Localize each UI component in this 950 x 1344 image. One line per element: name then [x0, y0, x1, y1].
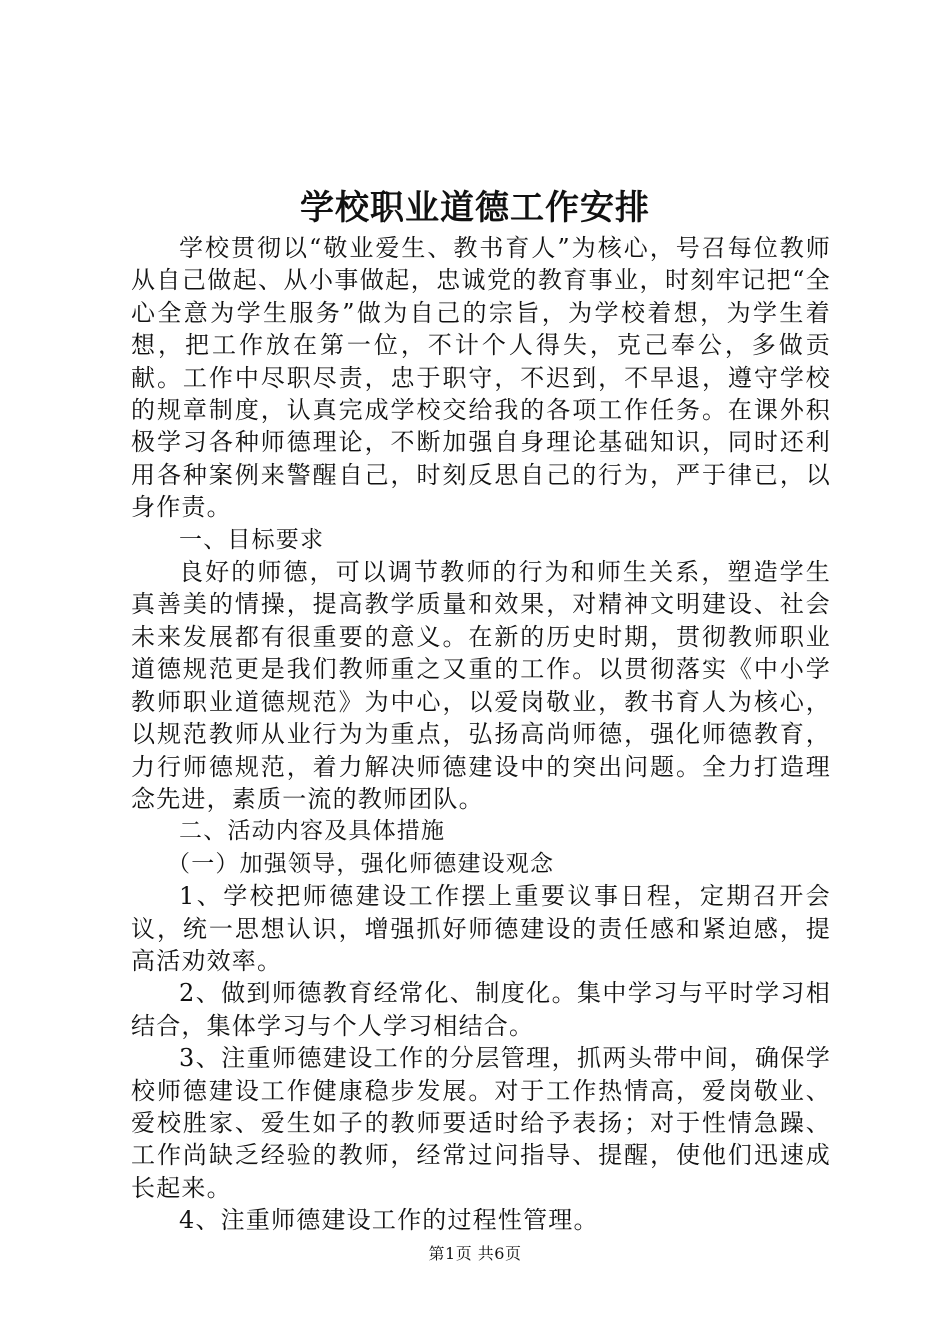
document-body: [131, 232, 831, 1237]
section-heading-activities: 二、活动内容及具体措施: [179, 818, 446, 845]
document-title: 学校职业道德工作安排: [300, 188, 650, 228]
section-heading-goals: 一、目标要求: [179, 526, 325, 553]
goals-paragraph: 良好的师德，可以调节教师的行为和师生关系，塑造学生真善美的情操，提高教学质量和效果，对精神文明建设、社会未来发展都有很重要的意义。在新的历史时期，贯彻教师职业道德规范更是我们教师重之又重的工作。以贯彻落实《中小学教师职业道德规范》为中心，以爱岗敬业，教书育人为核心，以规范教师从业行为为重点，弘扬高尚师德，强化师德教育，力行师德规范，着力解决师德建设中的突出问题。全力打造理念先进，素质一流的教师团队。: [131, 558, 831, 813]
list-item-1: 1、学校把师德建设工作摆上重要议事日程，定期召开会议，统一思想认识，增强抓好师德建设的责任感和紧迫感，提高活劝效率。: [131, 882, 831, 975]
list-item-4: 4、注重师德建设工作的过程性管理。: [179, 1206, 599, 1235]
subsection-heading-leadership: （一）加强领导，强化师德建设观念: [167, 850, 555, 877]
page-footer: 第1页 共6页: [428, 1244, 522, 1263]
list-item-2: 2、做到师德教育经常化、制度化。集中学习与平时学习相结合，集体学习与个人学习相结合。: [131, 979, 831, 1040]
intro-paragraph: 学校贯彻以“敬业爱生、教书育人”为核心，号召每位教师从自己做起、从小事做起，忠诚党的教育事业，时刻牢记把“全心全意为学生服务”做为自己的宗旨，为学校着想，为学生着想，把工作放在第一位，不计个人得失，克己奉公，多做贡献。工作中尽职尽责，忠于职守，不迟到，不早退，遵守学校的规章制度，认真完成学校交给我的各项工作任务。在课外积极学习各种师德理论，不断加强自身理论基础知识，同时还利用各种案例来警醒自己，时刻反思自己的行为，严于律已，以身作责。: [131, 234, 831, 522]
list-item-3: 3、注重师德建设工作的分层管理，抓两头带中间，确保学校师德建设工作健康稳步发展。对于工作热情高，爱岗敬业、爱校胜家、爱生如子的教师要适时给予表扬；对于性情急躁、工作尚缺乏经验的教师，经常过问指导、提醒，使他们迅速成长起来。: [131, 1044, 831, 1202]
